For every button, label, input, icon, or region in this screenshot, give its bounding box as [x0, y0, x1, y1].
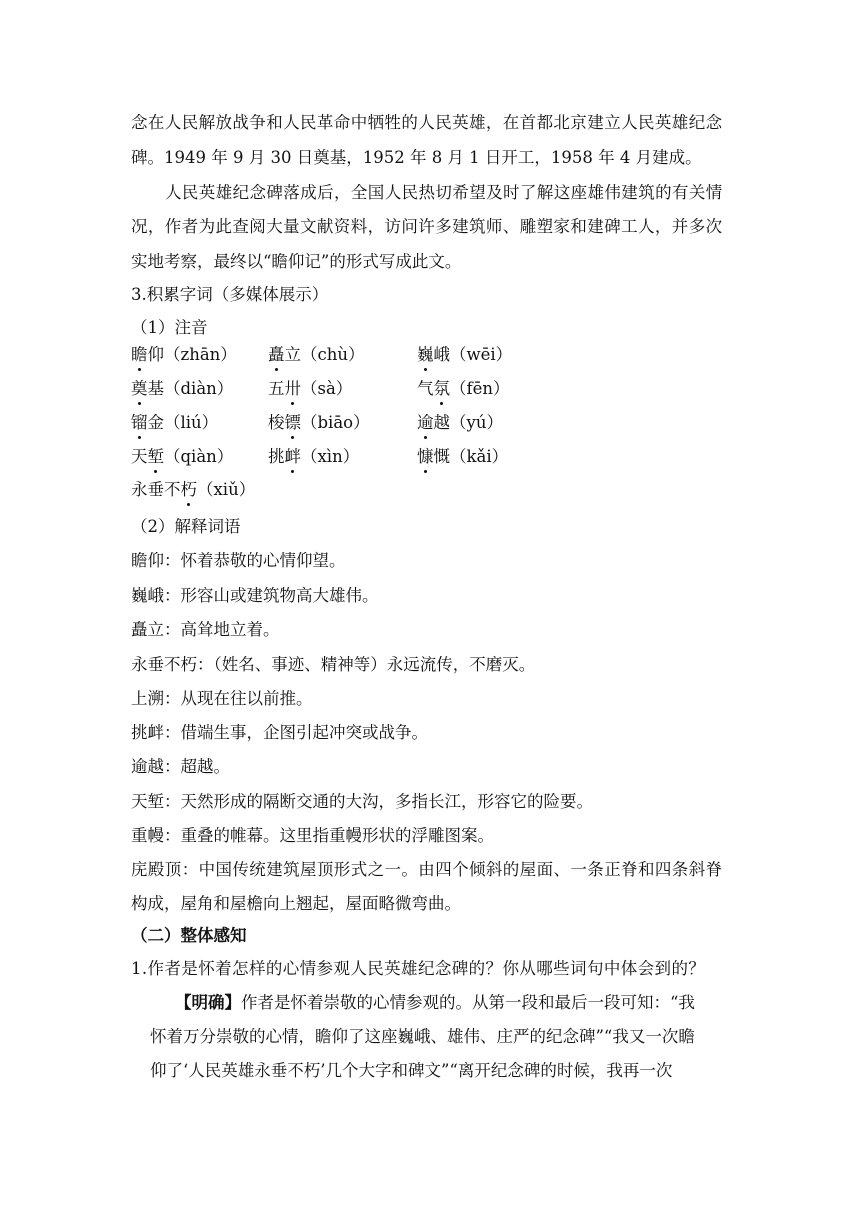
pinyin-pre: 气	[417, 379, 434, 398]
pinyin-post: 基（diàn）	[147, 379, 234, 398]
question-1: 1.作者是怀着怎样的心情参观人民英雄纪念碑的？你从哪些词句中体会到的？	[131, 959, 706, 978]
intro-line-1: 念在人民解放战争和人民革命中牺牲的人民英雄，在首都北京建立人民英雄纪念	[131, 113, 723, 132]
pinyin-entry	[417, 445, 508, 469]
definition-item: 上溯：从现在往以前推。	[131, 689, 313, 708]
definition-item: 构成，屋角和屋檐向上翘起，屋面略微弯曲。	[131, 894, 461, 913]
pinyin-entry	[131, 343, 237, 367]
pinyin-entry	[268, 343, 365, 367]
definition-item: 重幔：重叠的帷幕。这里指重幔形状的浮雕图案。	[131, 826, 494, 845]
definition-item: 逾越：超越。	[131, 757, 230, 776]
dotted-char: 镖	[285, 411, 302, 435]
pinyin-entry	[417, 343, 512, 367]
section-heading-overview: （二）整体感知	[131, 926, 247, 945]
pinyin-post: （qiàn）	[164, 447, 234, 466]
answer-line-3: 仰了‘人民英雄永垂不朽’几个大字和碑文”“离开纪念碑的时候，我再一次	[150, 1061, 673, 1080]
dotted-char: 奠	[131, 377, 148, 401]
answer-text: 作者是怀着崇敬的心情参观的。从第一段和最后一段可知：“我	[241, 993, 695, 1012]
answer-line-1	[175, 991, 695, 1015]
definition-item: 巍峨：形容山或建筑物高大雄伟。	[131, 586, 379, 605]
pinyin-post: （biāo）	[301, 413, 370, 432]
pinyin-post: 仰（zhān）	[147, 345, 237, 364]
definition-item: 永垂不朽：（姓名、事迹、精神等）永远流传，不磨灭。	[131, 655, 536, 674]
pinyin-entry	[417, 377, 510, 401]
dotted-char: 巍	[417, 343, 434, 367]
pinyin-entry	[131, 377, 233, 401]
pinyin-entry	[417, 411, 503, 435]
pinyin-pre: 天	[131, 447, 148, 466]
pinyin-post: 峨（wēi）	[433, 345, 513, 364]
dotted-char: 卅	[285, 377, 302, 401]
pinyin-entry	[131, 445, 233, 469]
pinyin-entry	[268, 377, 352, 401]
pinyin-pre: 挑	[268, 447, 285, 466]
definition-item: 庑殿顶：中国传统建筑屋顶形式之一。由四个倾斜的屋面、一条正脊和四条斜脊	[131, 860, 723, 879]
dotted-char: 镏	[131, 411, 148, 435]
pinyin-post: 越（yú）	[433, 413, 503, 432]
dotted-char: 氛	[434, 377, 451, 401]
definition-item: 天堑：天然形成的隔断交通的大沟，多指长江，形容它的险要。	[131, 792, 593, 811]
subheading-definitions: （2）解释词语	[131, 517, 241, 536]
dotted-char: 慷	[417, 445, 434, 469]
dotted-char: 矗	[268, 343, 285, 367]
pinyin-post: （xiǔ）	[197, 480, 256, 499]
definition-item: 瞻仰：怀着恭敬的心情仰望。	[131, 551, 346, 570]
pinyin-entry	[131, 411, 218, 435]
dotted-char: 堑	[148, 445, 165, 469]
pinyin-pre: 永垂不	[131, 480, 181, 499]
pinyin-pre: 五	[268, 379, 285, 398]
dotted-char: 朽	[181, 478, 198, 502]
section-heading-accumulate: 3.积累字词（多媒体展示）	[131, 285, 329, 304]
answer-line-2: 怀着万分崇敬的心情，瞻仰了这座巍峨、雄伟、庄严的纪念碑”“我又一次瞻	[150, 1027, 695, 1046]
pinyin-entry	[131, 478, 255, 502]
intro-line-3: 人民英雄纪念碑落成后，全国人民热切希望及时了解这座雄伟建筑的有关情	[165, 183, 723, 202]
definition-item: 矗立：高耸地立着。	[131, 620, 280, 639]
definition-item: 挑衅：借端生事，企图引起冲突或战争。	[131, 723, 428, 742]
intro-line-2: 碑。1949 年 9 月 30 日奠基，1952 年 8 月 1 日开工，1958 年 4 月建成。	[131, 148, 702, 167]
pinyin-post: 立（chù）	[284, 345, 365, 364]
intro-line-4: 况，作者为此查阅大量文献资料，访问许多建筑师、雕塑家和建碑工人，并多次	[131, 217, 723, 236]
pinyin-entry	[268, 411, 370, 435]
intro-line-5: 实地考察，最终以“瞻仰记”的形式写成此文。	[131, 252, 462, 271]
subheading-pinyin: （1）注音	[131, 318, 208, 337]
pinyin-pre: 梭	[268, 413, 285, 432]
pinyin-post: 金（liú）	[147, 413, 219, 432]
pinyin-post: （sà）	[301, 379, 353, 398]
pinyin-post: （xìn）	[301, 447, 360, 466]
answer-tag: 【明确】	[175, 993, 241, 1012]
dotted-char: 逾	[417, 411, 434, 435]
pinyin-post: 慨（kǎi）	[433, 447, 509, 466]
pinyin-post: （fēn）	[450, 379, 510, 398]
dotted-char: 瞻	[131, 343, 148, 367]
pinyin-entry	[268, 445, 359, 469]
dotted-char: 衅	[285, 445, 302, 469]
